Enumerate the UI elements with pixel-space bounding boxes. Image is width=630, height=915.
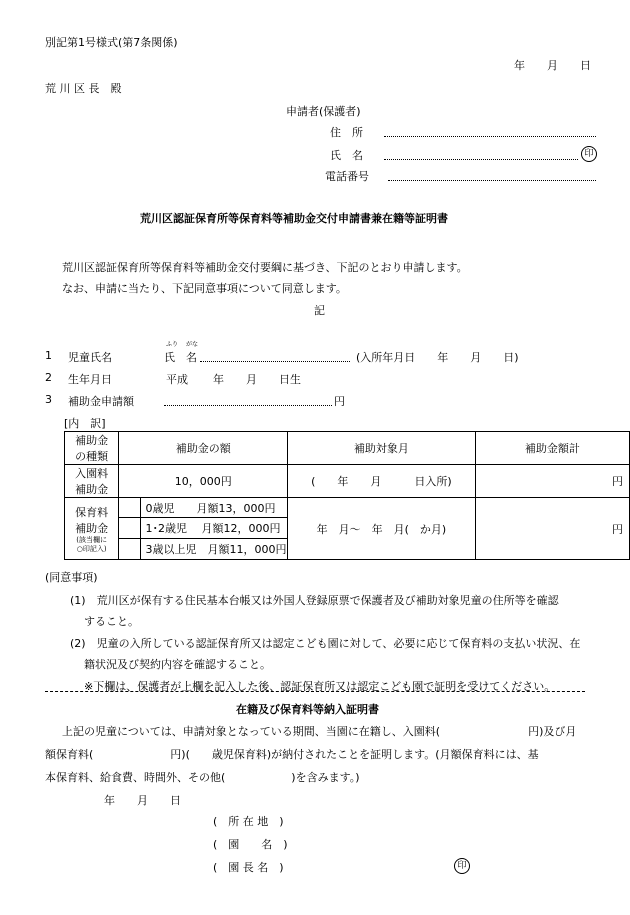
intro-line-1: 荒川区認証保育所等保育料等補助金交付要綱に基づき、下記のとおり申請します。 xyxy=(62,261,468,274)
consent-title: (同意事項) xyxy=(45,571,98,584)
table-header-row xyxy=(65,432,630,465)
consent-1b: すること。 xyxy=(84,615,139,628)
header-amount: 補助金の額 xyxy=(119,432,288,465)
certificate-title: 在籍及び保育料等納入証明書 xyxy=(236,703,379,716)
nursery-fee-note-2: ○印記入) xyxy=(76,544,107,553)
applicant-seal-icon: 印 xyxy=(581,146,597,162)
age-12-amount: 1･2歳児 月額12，000円 xyxy=(141,518,288,539)
certificate-line-1: 上記の児童については、申請対象となっている期間、当園に在籍し、入園料( 円)及び月 xyxy=(62,725,577,738)
header-type-line2: の種類 xyxy=(75,450,109,463)
entry-fee-amount: 10，000円 xyxy=(119,465,288,498)
breakdown-table xyxy=(64,431,630,560)
birth-label: 生年月日 xyxy=(68,373,112,386)
phone-line[interactable] xyxy=(388,180,596,181)
item-1-number: 1 xyxy=(45,349,52,362)
item-2-number: 2 xyxy=(45,371,52,384)
director-seal-icon: 印 xyxy=(454,858,470,874)
nursery-fee-note-1: (該当欄に xyxy=(76,535,108,544)
amount-label: 補助金申請額 xyxy=(68,395,134,408)
ki-mark: 記 xyxy=(314,304,325,317)
consent-1a: (1) 荒川区が保有する住民基本台帳又は外国人登録原票で保護者及び補助対象児童の住所等を確認 xyxy=(70,594,559,607)
certificate-line-3: 本保育料、給食費、時間外、その他( )を含みます。) xyxy=(45,771,360,784)
certificate-line-2: 額保育料( 円)( 歳児保育料)が納付されたことを証明します。(月額保育料には、基 xyxy=(45,748,539,761)
header-month: 補助対象月 xyxy=(288,432,476,465)
consent-2b: 籍状況及び契約内容を確認すること。 xyxy=(84,658,271,671)
applicant-title: 申請者(保護者) xyxy=(286,105,361,118)
nursery-fee-type xyxy=(65,498,119,560)
item-3-number: 3 xyxy=(45,393,52,406)
child-name-line[interactable] xyxy=(200,361,350,362)
nursery-fee-month[interactable]: 年 月～ 年 月( か月) xyxy=(288,498,476,560)
header-date: 年 月 日 xyxy=(514,59,591,72)
addressee: 荒 川 区 長 殿 xyxy=(45,82,122,95)
entry-fee-type-line1: 入園料 xyxy=(75,467,109,480)
entry-fee-total[interactable]: 円 xyxy=(475,465,629,498)
header-total: 補助金額計 xyxy=(475,432,629,465)
header-type-line1: 補助金 xyxy=(75,434,109,447)
amount-line[interactable] xyxy=(164,405,332,406)
name-label: 氏 名 xyxy=(330,149,363,162)
address-label: 住 所 xyxy=(330,126,363,139)
nursery-fee-type-line2: 補助金 xyxy=(75,521,109,535)
intro-line-2: なお、申請に当たり、下記同意事項について同意します。 xyxy=(62,282,347,295)
certificate-date: 年 月 日 xyxy=(104,794,181,807)
entry-fee-month[interactable]: ( 年 月 日入所) xyxy=(288,465,476,498)
consent-note: ※下欄は、保護者が上欄を記入した後、認証保育所又は認定こども園で証明を受けてください。 xyxy=(84,680,556,693)
check-cell-12[interactable] xyxy=(119,518,141,539)
shimei-label: 氏 名 xyxy=(164,351,197,364)
gana-label: がな xyxy=(186,341,199,348)
table-row xyxy=(65,465,630,498)
entry-date: (入所年月日 年 月 日) xyxy=(356,351,519,364)
age-3-amount: 3歳以上児 月額11，000円 xyxy=(141,539,288,560)
check-cell-3[interactable] xyxy=(119,539,141,560)
table-row xyxy=(65,498,630,518)
entry-fee-type xyxy=(65,465,119,498)
entry-fee-type-line2: 補助金 xyxy=(75,483,109,496)
amount-yen: 円 xyxy=(334,395,345,408)
nursery-fee-type-line1: 保育料 xyxy=(75,505,109,519)
form-number: 別記第1号様式(第7条関係) xyxy=(45,36,178,49)
child-name-label: 児童氏名 xyxy=(68,351,112,364)
nursery-name-label: ( 園 名 ) xyxy=(213,838,288,851)
era-label: 平成 xyxy=(166,373,188,386)
header-type xyxy=(65,432,119,465)
document-title: 荒川区認証保育所等保育料等補助金交付申請書兼在籍等証明書 xyxy=(140,212,448,225)
nursery-fee-total[interactable]: 円 xyxy=(475,498,629,560)
age-0-amount: 0歳児 月額13，000円 xyxy=(141,498,288,518)
furi-label: ふり xyxy=(166,341,179,348)
name-line[interactable] xyxy=(384,159,578,160)
consent-2a: (2) 児童の入所している認証保育所又は認定こども園に対して、必要に応じて保育料の支払い状況、在 xyxy=(70,637,581,650)
address-line[interactable] xyxy=(384,136,596,137)
location-label: ( 所 在 地 ) xyxy=(213,815,284,828)
check-cell-0[interactable] xyxy=(119,498,141,518)
director-name-label: ( 園 長 名 ) xyxy=(213,861,284,874)
phone-label: 電話番号 xyxy=(325,170,369,183)
cut-line xyxy=(45,691,585,692)
breakdown-label: [内 訳] xyxy=(64,417,106,430)
birth-ymd: 年 月 日生 xyxy=(213,373,301,386)
